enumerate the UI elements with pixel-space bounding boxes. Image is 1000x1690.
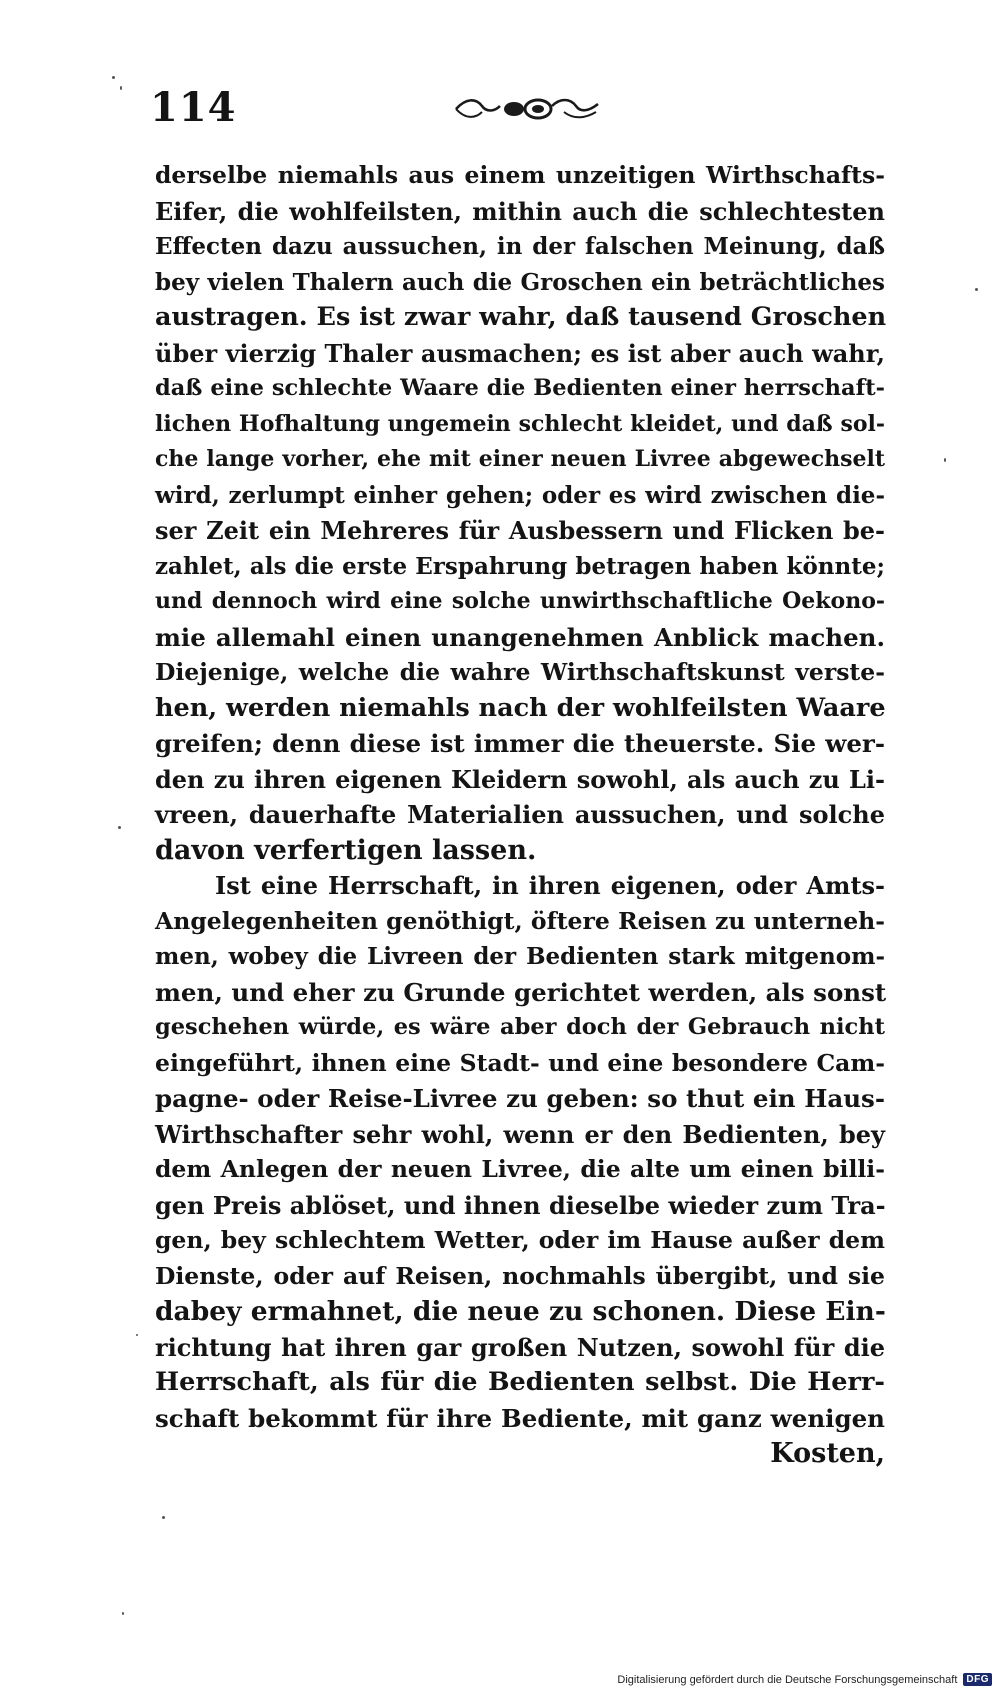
text-line: gen Preis ablöset, und ihnen dieselbe wieder zum Tra- [155, 1190, 886, 1220]
text-line: bey vielen Thalern auch die Groschen ein beträchtliches [155, 268, 885, 296]
scan-speck [162, 1516, 165, 1519]
text-line: Wirthschafter sehr wohl, wenn er den Bedienten, bey [155, 1119, 885, 1149]
ornament-flourish-icon [452, 94, 602, 124]
text-line: und dennoch wird eine solche unwirthschaftliche Oekono- [155, 588, 885, 614]
text-line: men, und eher zu Grunde gerichtet werden, als sonst [155, 977, 887, 1007]
text-line: derselbe niemahls aus einem unzeitigen Wirthschafts- [155, 161, 885, 189]
text-line: ser Zeit ein Mehreres für Ausbessern und Flicken be- [155, 516, 885, 545]
text-line: Eifer, die wohlfeilsten, mithin auch die schlechtesten [155, 196, 885, 226]
scan-speck [136, 1334, 138, 1336]
scan-speck [120, 86, 122, 90]
text-line: zahlet, als die erste Erspahrung betragen haben könnte; [155, 552, 885, 580]
text-line: Effecten dazu aussuchen, in der falschen Meinung, daß [155, 233, 885, 260]
text-line: Angelegenheiten genöthigt, öftere Reisen zu unterneh- [155, 906, 885, 935]
text-line: Ist eine Herrschaft, in ihren eigenen, oder Amts- [215, 871, 885, 900]
scan-speck [975, 288, 978, 291]
text-line: greifen; denn diese ist immer die theuerste. Sie wer- [155, 729, 885, 758]
text-line: vreen, dauerhafte Materialien aussuchen, und solche [155, 800, 885, 829]
scan-speck [944, 458, 946, 462]
text-line: hen, werden niemahls nach der wohlfeilsten Waare [155, 692, 886, 723]
text-line: men, wobey die Livreen der Bedienten stark mitgenom- [155, 943, 885, 970]
body-text [155, 158, 885, 1472]
text-line: gen, bey schlechtem Wetter, oder im Hause außer dem [155, 1226, 885, 1254]
text-line: lichen Hofhaltung ungemein schlecht kleidet, und daß sol- [155, 410, 885, 437]
text-line: den zu ihren eigenen Kleidern sowohl, als auch zu Li- [155, 764, 885, 794]
scan-speck [118, 826, 121, 829]
text-line: Dienste, oder auf Reisen, nochmahls übergibt, und sie [155, 1261, 885, 1290]
credit-text: Digitalisierung gefördert durch die Deutsche Forschungsgemeinschaft [617, 1673, 958, 1686]
text-line: über vierzig Thaler ausmachen; es ist aber auch wahr, [155, 338, 885, 368]
text-line: richtung hat ihren gar großen Nutzen, sowohl für die [155, 1332, 885, 1362]
scan-speck [112, 76, 115, 79]
text-line: daß eine schlechte Waare die Bedienten einer herrschaft- [155, 375, 885, 401]
text-line: eingeführt, ihnen eine Stadt- und eine besondere Cam- [155, 1048, 885, 1077]
text-line: Diejenige, welche die wahre Wirthschaftskunst verste- [155, 658, 885, 686]
text-line: austragen. Es ist zwar wahr, daß tausend Groschen [155, 302, 887, 332]
catchword: Kosten, [770, 1438, 885, 1469]
page-number: 114 [150, 84, 237, 131]
dfg-logo-icon: DFG [963, 1673, 992, 1686]
text-line: schaft bekommt für ihre Bediente, mit ganz wenigen [155, 1403, 885, 1433]
text-line: davon verfertigen lassen. [155, 834, 537, 866]
text-line: geschehen würde, es wäre aber doch der Gebrauch nicht [155, 1014, 885, 1040]
text-line: wird, zerlumpt einher gehen; oder es wird zwischen die- [155, 481, 885, 509]
text-line: pagne- oder Reise-Livree zu geben: so thut ein Haus- [155, 1084, 885, 1113]
text-line: dem Anlegen der neuen Livree, die alte um einen billi- [155, 1155, 885, 1183]
digitization-credit [617, 1673, 992, 1686]
text-line: mie allemahl einen unangenehmen Anblick machen. [155, 622, 885, 652]
text-line: Herrschaft, als für die Bedienten selbst. Die Herr- [155, 1367, 885, 1397]
text-line: che lange vorher, ehe mit einer neuen Livree abgewechselt [155, 446, 885, 472]
scan-speck [122, 1612, 124, 1615]
text-line: dabey ermahnet, die neue zu schonen. Diese Ein- [155, 1296, 886, 1327]
